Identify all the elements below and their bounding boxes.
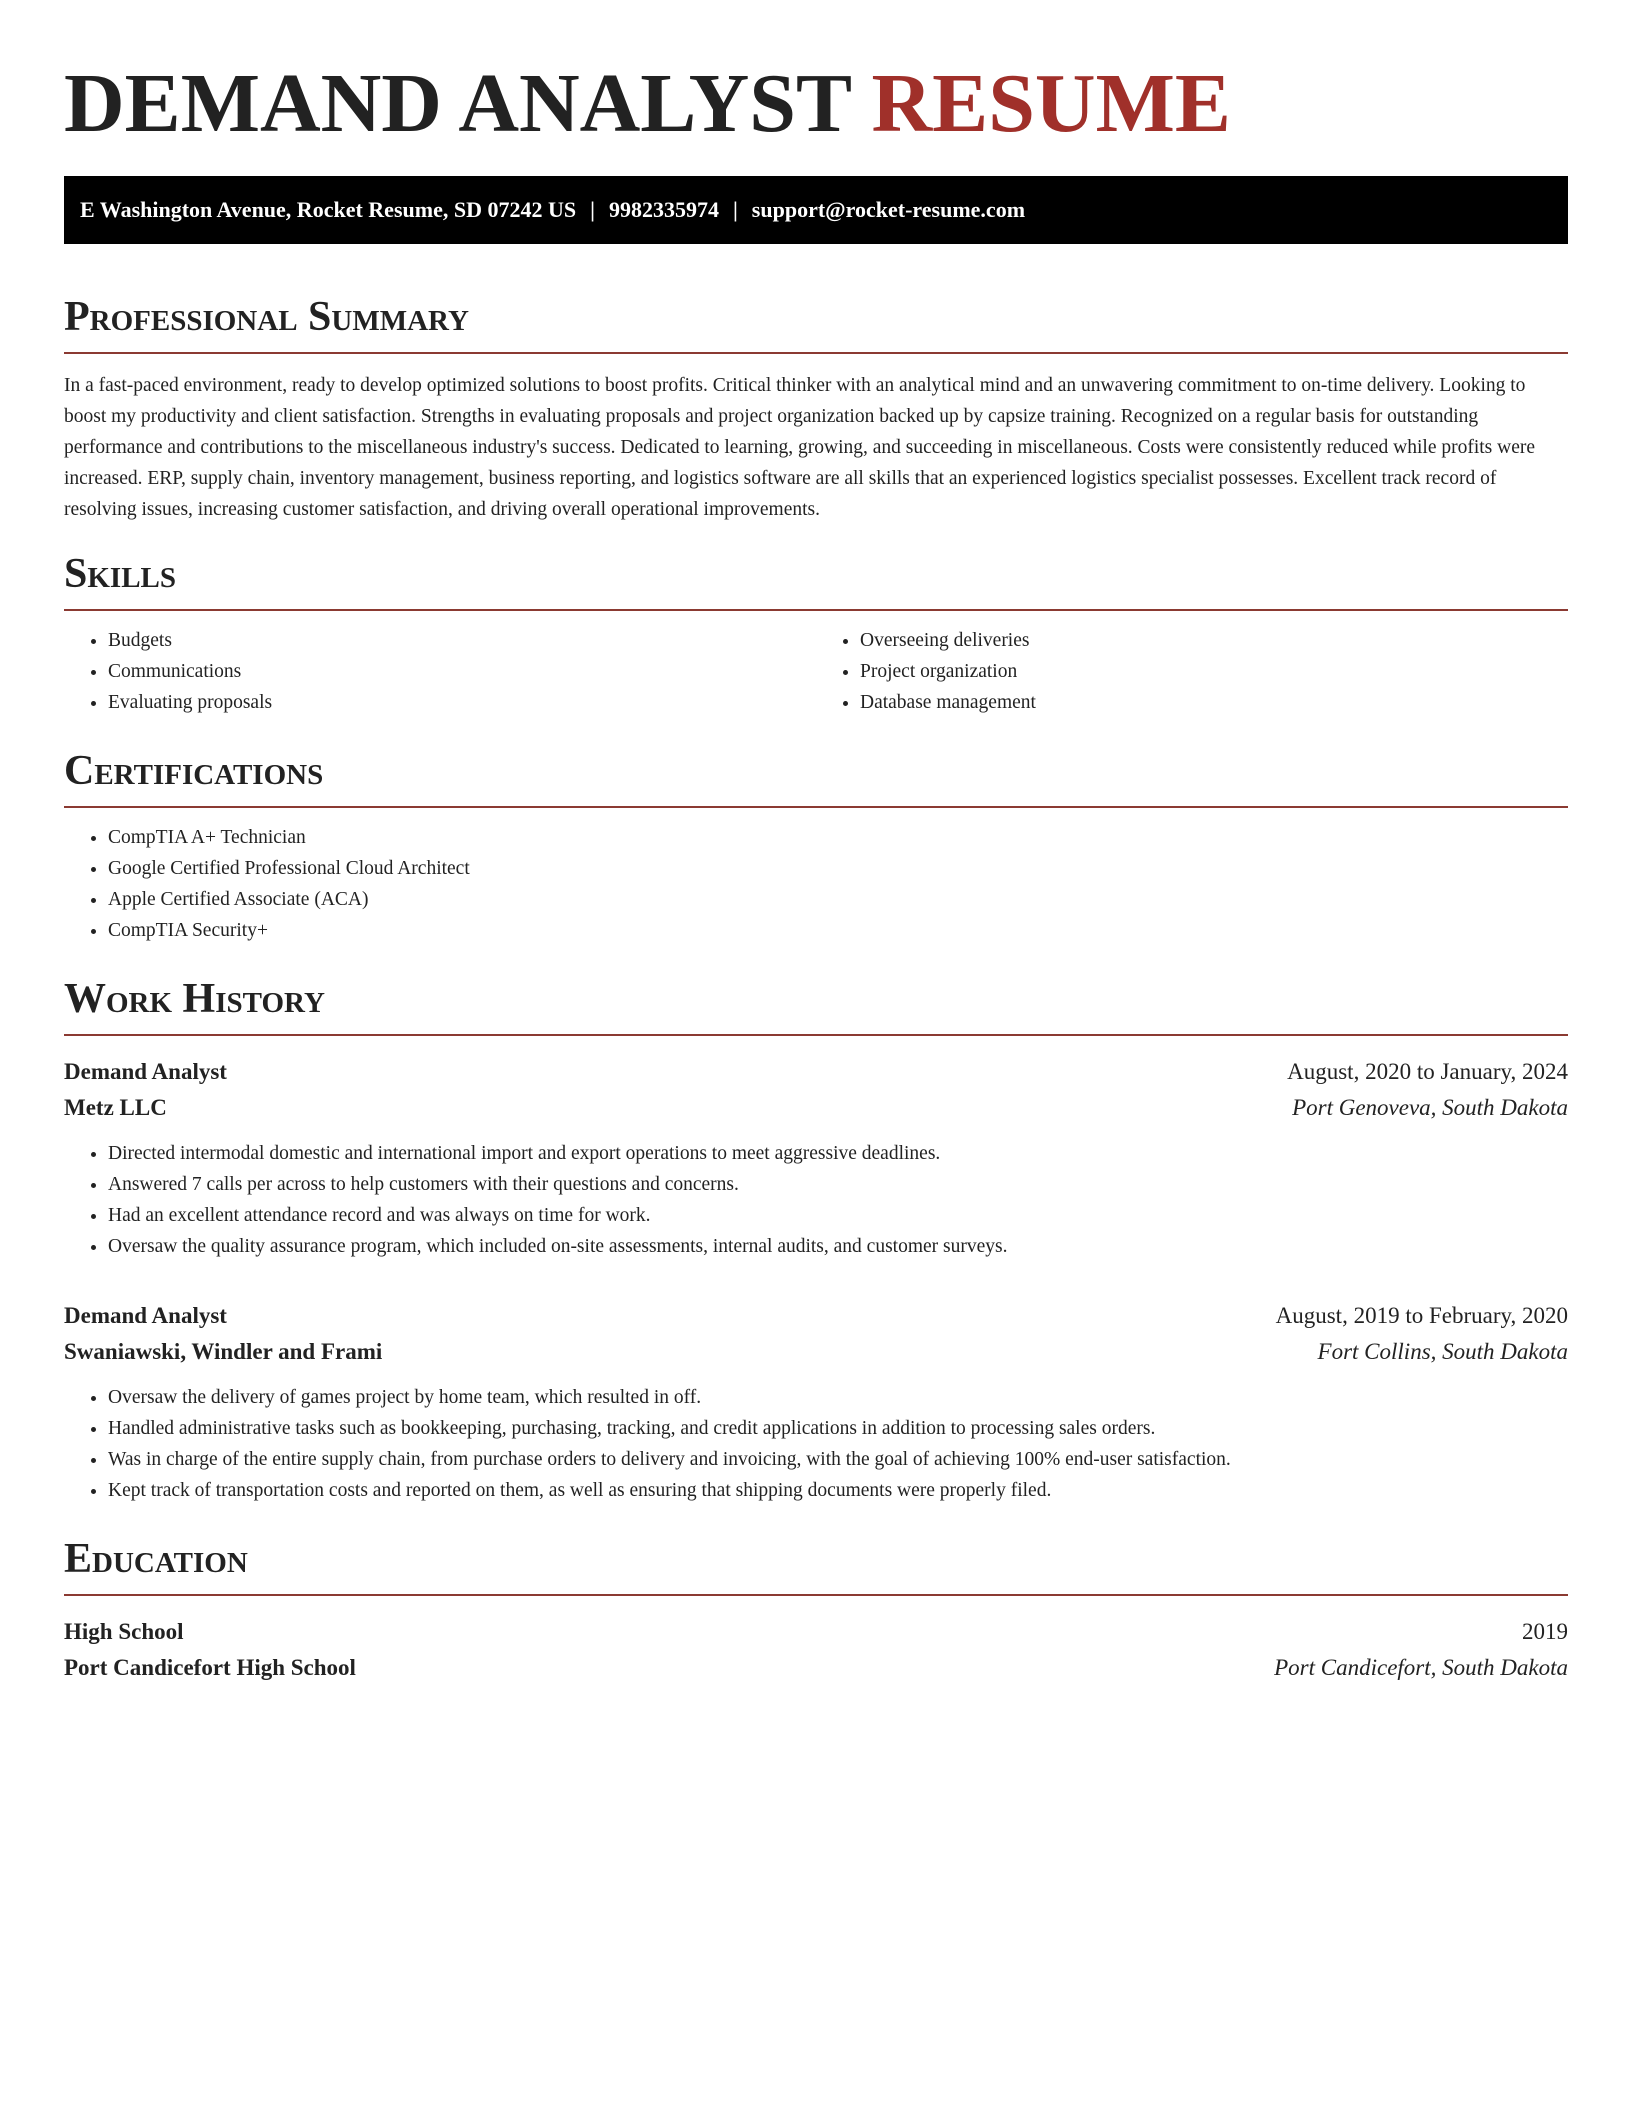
- contact-separator: |: [732, 197, 738, 222]
- skill-item: • Database management: [860, 687, 1568, 718]
- skill-item: • Communications: [108, 656, 816, 687]
- job-entry: [64, 1298, 1568, 1506]
- certification-item: • Google Certified Professional Cloud Architect: [108, 853, 1568, 884]
- education-heading: Education: [64, 1534, 1568, 1596]
- job-title: Demand Analyst: [64, 1059, 227, 1084]
- education-school-row: [64, 1650, 1568, 1686]
- work-heading: Work History: [64, 974, 1568, 1036]
- skill-item: • Evaluating proposals: [108, 687, 816, 718]
- education-degree-row: [64, 1614, 1568, 1650]
- job-bullets: [64, 1382, 1568, 1506]
- job-bullet: • Kept track of transportation costs and reported on them, as well as ensuring that shipping documents were properly filed.: [108, 1475, 1568, 1506]
- skills-list-right: [816, 625, 1568, 718]
- job-company: Swaniawski, Windler and Frami: [64, 1339, 383, 1364]
- skill-item: • Project organization: [860, 656, 1568, 687]
- job-company-row: [64, 1090, 1568, 1126]
- skills-grid: [64, 611, 1568, 718]
- skills-section: [64, 549, 1568, 718]
- resume-page: [64, 0, 1568, 1686]
- job-location: Fort Collins, South Dakota: [1317, 1339, 1568, 1364]
- summary-section: [64, 292, 1568, 525]
- education-degree: High School: [64, 1619, 184, 1644]
- skill-item: • Overseeing deliveries: [860, 625, 1568, 656]
- certifications-heading: Certifications: [64, 746, 1568, 808]
- contact-bar: [64, 176, 1568, 244]
- summary-heading: Professional Summary: [64, 292, 1568, 354]
- job-bullet: • Directed intermodal domestic and international import and export operations to meet aggressive deadlines.: [108, 1138, 1568, 1169]
- job-bullet: • Had an excellent attendance record and was always on time for work.: [108, 1200, 1568, 1231]
- education-section: [64, 1534, 1568, 1686]
- job-bullet: • Oversaw the quality assurance program, which included on-site assessments, internal audits, and customer surveys.: [108, 1231, 1568, 1262]
- job-bullet: • Oversaw the delivery of games project by home team, which resulted in off.: [108, 1382, 1568, 1413]
- education-school: Port Candicefort High School: [64, 1655, 356, 1680]
- contact-phone: 9982335974: [608, 197, 719, 222]
- skills-list-left: [64, 625, 816, 718]
- job-company: Metz LLC: [64, 1095, 167, 1120]
- title-job: DEMAND ANALYST: [64, 57, 851, 150]
- job-title-row: [64, 1054, 1568, 1090]
- skill-item: • Budgets: [108, 625, 816, 656]
- education-location: Port Candicefort, South Dakota: [1274, 1655, 1568, 1680]
- job-bullet: • Answered 7 calls per across to help customers with their questions and concerns.: [108, 1169, 1568, 1200]
- job-dates: August, 2019 to February, 2020: [1275, 1303, 1568, 1328]
- job-bullet: • Was in charge of the entire supply chain, from purchase orders to delivery and invoicing, with the goal of achieving 100% end-user satisfaction.: [108, 1444, 1568, 1475]
- contact-address: E Washington Avenue, Rocket Resume, SD 07242 US: [80, 197, 577, 222]
- certification-item: • Apple Certified Associate (ACA): [108, 884, 1568, 915]
- job-bullets: [64, 1138, 1568, 1262]
- certifications-section: [64, 746, 1568, 946]
- job-bullet: • Handled administrative tasks such as bookkeeping, purchasing, tracking, and credit applications in addition to processing sales orders.: [108, 1413, 1568, 1444]
- contact-email: support@rocket-resume.com: [751, 197, 1026, 222]
- summary-text: In a fast-paced environment, ready to develop optimized solutions to boost profits. Critical thinker with an analytical mind and an unwavering commitment to on-time delivery. Looking to boost my productivity and client satisfaction. Strengths in evaluating proposals and project organization backed up by capsize training. Recognized on a regular basis for outstanding performance and contributions to the miscellaneous industry's success. Dedicated to learning, growing, and succeeding in miscellaneous. Costs were consistently reduced while profits were increased. ERP, supply chain, inventory management, business reporting, and logistics software are all skills that an experienced logistics specialist possesses. Excellent track record of resolving issues, increasing customer satisfaction, and driving overall operational improvements.: [64, 375, 1536, 520]
- education-year: 2019: [1522, 1619, 1568, 1644]
- contact-separator: |: [590, 197, 595, 222]
- job-title: Demand Analyst: [64, 1303, 227, 1328]
- job-title-row: [64, 1298, 1568, 1334]
- job-dates: August, 2020 to January, 2024: [1287, 1059, 1568, 1084]
- job-company-row: [64, 1334, 1568, 1370]
- certifications-list: [64, 822, 1568, 946]
- resume-title: [64, 57, 1568, 150]
- job-entry: [64, 1054, 1568, 1262]
- certification-item: • CompTIA Security+: [108, 915, 1568, 946]
- work-section: [64, 974, 1568, 1506]
- title-resume: RESUME: [871, 57, 1231, 150]
- job-location: Port Genoveva, South Dakota: [1292, 1095, 1568, 1120]
- certification-item: • CompTIA A+ Technician: [108, 822, 1568, 853]
- education-entry: [64, 1614, 1568, 1686]
- skills-heading: Skills: [64, 549, 1568, 611]
